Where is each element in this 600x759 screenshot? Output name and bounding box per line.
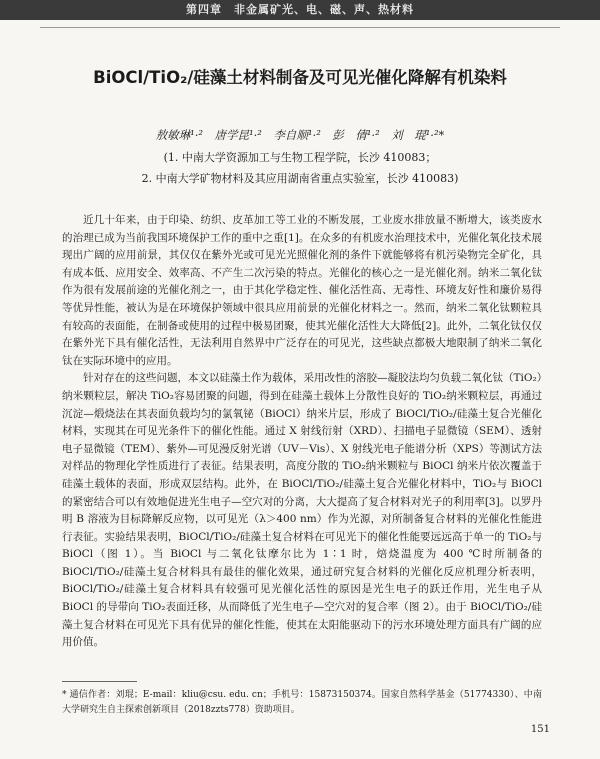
affiliation-2: 2. 中南大学矿物材料及其应用湖南省重点实验室，长沙 410083)	[141, 172, 459, 185]
authors: 敖敏琳¹·² 唐学昆¹·² 李自顺¹·² 彭 倩¹·² 刘 琨¹·²*	[155, 128, 445, 142]
running-head: 第四章 非金属矿光、电、磁、声、热材料	[0, 0, 600, 20]
paragraph: 针对存在的这些问题，本文以硅藻土作为载体，采用改性的溶胶—凝胶法均匀负载二氧化钛（TiO₂）纳米颗粒层，解决 TiO₂容易团聚的问题，得到在硅藻土载体上分散性良好的 TiO₂纳米颗粒层，再通过沉淀—煅烧法在其表面负载均匀的氯氧铋（BiOCl）纳米片层，形成了 BiOCl/TiO₂/硅藻土复合光催化材料，实现其在可见光条件下的催化性能。通过 X 射线衍射（XRD）、扫描电子显微镜（SEM）、透射电子显微镜（TEM）、紫外—可见漫反射光谱（UV－Vis）、X 射线光电子能谱分析（XPS）等测试方法对样品的物理化学性质进行了表征。结果表明，高度分散的 TiO₂纳米颗粒与 BiOCl 纳米片依次覆盖于硅藻土载体的表面，形成双层结构。此外，在 BiOCl/TiO₂/硅藻土复合光催化材料中，TiO₂与 BiOCl 的紧密结合可以有效地促进光生电子—空穴对的分离，大大提高了复合材料对光子的利用率[3]。以罗丹明 B 溶液为目标降解反应物，以可见光（λ＞400 nm）作为光源，对所制备复合材料的光催化性能进行表征。实验结果表明，BiOCl/TiO₂/硅藻土复合材料在可见光下的催化性能要远远高于单一的 TiO₂与 BiOCl（图 1）。当 BiOCl 与二氧化钛摩尔比为 1∶1 时，焙烧温度为 400 ℃时所制备的 BiOCl/TiO₂/硅藻土复合材料具有最佳的催化效果，通过研究复合材料的光催化反应机理分析表明，BiOCl/TiO₂/硅藻土复合材料具有较强可见光催化活性的原因是光生电子的跃迁作用，光生电子从 BiOCl 的导带向 TiO₂表面迁移，从而降低了光生电子—空穴对的复合率（图 2）。由于 BiOCl/TiO₂/硅藻土复合材料在可见光下具有优异的催化性能，使其在太阳能驱动下的污水环境处理方面具有广阔的应用价值。	[62, 372, 542, 649]
body-text	[62, 212, 542, 652]
footnote: * 通信作者：刘琨；E-mail：kliu@csu. edu. cn；手机号：15873150374。国家自然科学基金（51774330）、中南大学研究生自主探索创新项目（2018zzts778）资助项目。	[62, 690, 542, 715]
footnote-rule	[62, 681, 137, 682]
paper-title: BiOCl/TiO₂/硅藻土材料制备及可见光催化降解有机染料	[93, 68, 507, 87]
affiliation-1: (1. 中南大学资源加工与生物工程学院，长沙 410083；	[163, 151, 437, 164]
page-number: 151	[530, 724, 550, 735]
header-rule	[40, 27, 560, 28]
paragraph: 近几十年来，由于印染、纺织、皮革加工等工业的不断发展，工业废水排放量不断增大，该类废水的治理已成为当前我国环境保护工作的重中之重[1]。在众多的有机废水治理技术中，光催化氧化技术展现出广阔的应用前景，其仅仅在紫外光或可见光光照催化剂的条件下就能够将有机污染物完全矿化，具有成本低、应用安全、效率高、不产生二次污染的特点。光催化的核心之一是光催化剂。纳米二氧化钛作为很有发展前途的光催化剂之一，由于其化学稳定性、催化活性高、无毒性、环境友好性和廉价易得等优异性能，被认为是在环境保护领域中很具应用前景的光催化材料之一。然而，纳米二氧化钛颗粒具有较高的表面能，在制备或使用的过程中极易团聚，使其光催化活性大大降低[2]。此外，二氧化钛仅仅在紫外光下具有催化活性，无法利用自然界中广泛存在的可见光，这些缺点都极大地限制了纳米二氧化钛在实际环境中的应用。	[62, 214, 542, 367]
